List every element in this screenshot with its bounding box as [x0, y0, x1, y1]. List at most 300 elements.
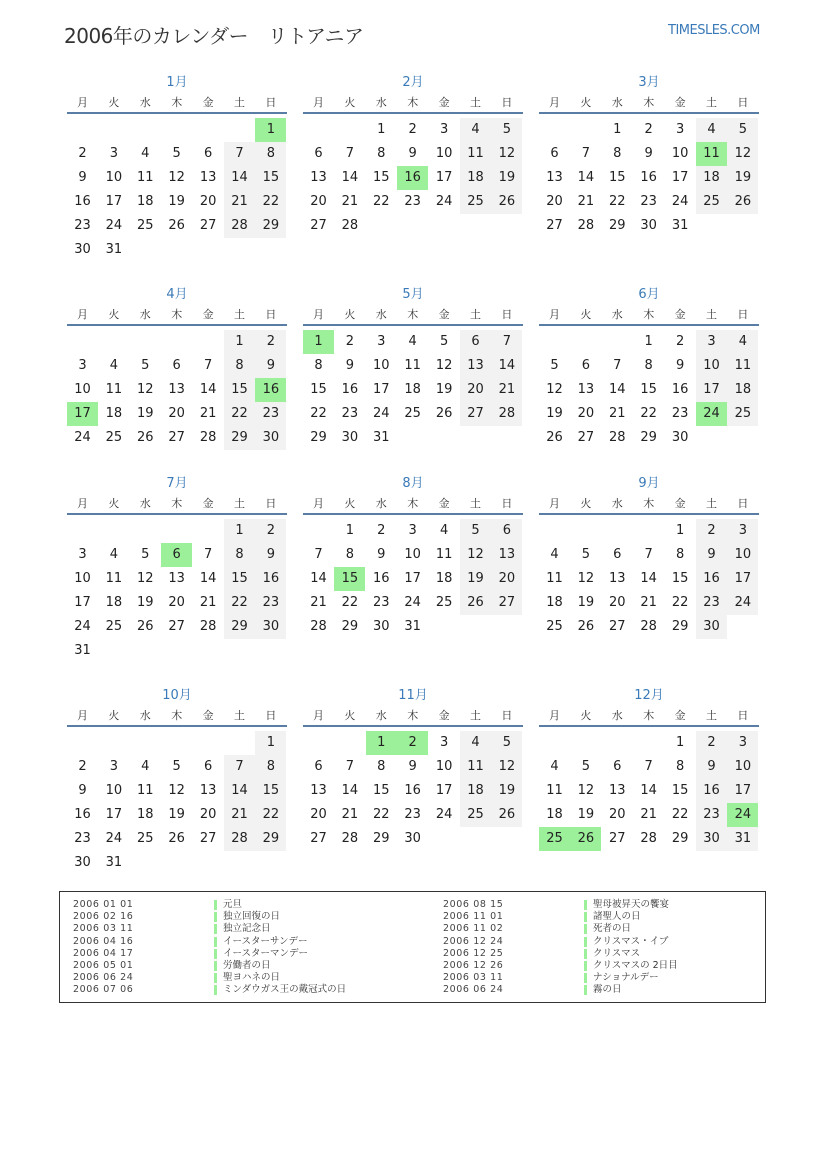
day-cell: 7: [203, 547, 213, 562]
day-cell: 3: [78, 358, 87, 373]
day-cell: 28: [640, 619, 657, 634]
month-title: 9月: [638, 476, 660, 491]
legend-date: 2006 04 16: [73, 935, 134, 947]
holiday-day-cell: 15: [334, 567, 365, 591]
weekday-header: [539, 496, 759, 512]
day-cell: 30: [74, 242, 91, 257]
weekday-label: 月: [77, 709, 88, 722]
day-cell: 9: [255, 354, 286, 378]
day-cell: 22: [671, 807, 689, 822]
legend-marker: [214, 900, 217, 910]
weekday-label: 日: [501, 709, 513, 722]
legend-date: 2006 04 17: [73, 947, 134, 959]
legend-holiday-name: 死者の日: [593, 923, 632, 935]
weekday-header: [539, 95, 759, 111]
holiday-day-cell: 24: [696, 402, 727, 426]
legend-holiday-name: 霧の日: [593, 984, 622, 996]
holiday-day-cell: 1: [303, 330, 334, 354]
weekday-label: 火: [108, 497, 120, 510]
legend-marker: [584, 961, 587, 971]
weekday-label: 金: [202, 497, 214, 510]
day-cell: 13: [491, 543, 522, 567]
weekday-label: 火: [344, 709, 356, 722]
month-title: 3月: [638, 75, 660, 90]
day-cell: 11: [404, 358, 421, 373]
weekday-label: 水: [139, 709, 151, 722]
day-cell: 6: [613, 547, 622, 562]
day-cell: 29: [255, 827, 286, 851]
day-cell: 3: [727, 731, 758, 755]
day-cell: 21: [640, 807, 657, 822]
day-cell: 16: [74, 194, 91, 209]
day-cell: 23: [255, 591, 286, 615]
day-cell: 19: [168, 194, 185, 209]
day-cell: 3: [109, 146, 119, 161]
legend-holiday-name: クリスマス: [593, 947, 641, 959]
day-cell: 27: [460, 402, 491, 426]
day-cell: 24: [105, 831, 123, 846]
holiday-day-cell: 17: [67, 402, 98, 426]
day-cell: 7: [345, 759, 355, 774]
legend-marker: [584, 912, 587, 922]
day-cell: 21: [491, 378, 522, 402]
day-cell: 27: [609, 831, 626, 846]
day-cell: 26: [727, 190, 758, 214]
day-cell: 12: [435, 358, 453, 373]
day-cell: 18: [105, 595, 123, 610]
day-cell: 23: [373, 595, 390, 610]
day-cell: 23: [640, 194, 657, 209]
holiday-day-cell: 25: [539, 827, 570, 851]
day-cell: 15: [224, 378, 255, 402]
weekday-label: 木: [407, 497, 419, 510]
day-cell: 18: [546, 807, 563, 822]
day-cell: 11: [137, 170, 154, 185]
header-rule: [67, 112, 287, 114]
day-cell: 14: [224, 779, 255, 803]
day-cell: 27: [168, 619, 185, 634]
day-cell: 12: [491, 142, 522, 166]
day-cell: 17: [404, 571, 421, 586]
day-cell: 20: [168, 595, 185, 610]
legend-marker: [214, 985, 217, 995]
weekday-label: 火: [108, 96, 120, 109]
day-cell: 31: [74, 643, 91, 658]
day-cell: 29: [310, 430, 327, 445]
day-cell: 15: [255, 166, 286, 190]
day-cell: 20: [199, 807, 217, 822]
day-cell: 27: [491, 591, 522, 615]
day-cell: 31: [105, 242, 123, 257]
day-cell: 17: [696, 378, 727, 402]
day-cell: 26: [491, 190, 522, 214]
day-cell: 4: [460, 118, 491, 142]
day-cell: 5: [581, 547, 591, 562]
header-rule: [67, 324, 287, 326]
day-cell: 18: [105, 406, 123, 421]
day-cell: 5: [727, 118, 758, 142]
day-cell: 28: [224, 827, 255, 851]
weekday-label: 月: [77, 308, 88, 321]
legend-date: 2006 06 24: [73, 972, 134, 984]
day-cell: 8: [377, 759, 386, 774]
day-cell: 30: [255, 615, 286, 639]
weekday-label: 木: [171, 308, 183, 321]
day-cell: 12: [137, 571, 154, 586]
day-cell: 14: [199, 571, 217, 586]
holiday-day-cell: 26: [570, 827, 601, 851]
weekday-label: 月: [313, 709, 324, 722]
weekday-label: 金: [674, 308, 686, 321]
weekday-label: 水: [139, 96, 151, 109]
day-cell: 13: [609, 571, 626, 586]
day-cell: 4: [141, 146, 150, 161]
day-cell: 2: [377, 523, 386, 538]
day-cell: 22: [609, 194, 626, 209]
day-cell: 15: [310, 382, 327, 397]
day-cell: 25: [460, 803, 491, 827]
weekday-label: 日: [265, 96, 277, 109]
day-cell: 5: [439, 334, 449, 349]
weekday-label: 金: [674, 709, 686, 722]
day-cell: 30: [373, 619, 390, 634]
header-rule: [539, 324, 759, 326]
day-cell: 9: [345, 358, 355, 373]
day-cell: 26: [168, 218, 185, 233]
day-cell: 12: [460, 543, 491, 567]
day-cell: 4: [109, 358, 119, 373]
day-cell: 3: [696, 330, 727, 354]
day-cell: 23: [696, 803, 727, 827]
weekday-header: [67, 496, 287, 512]
day-cell: 11: [105, 571, 123, 586]
holiday-day-cell: 16: [255, 378, 286, 402]
day-cell: 14: [341, 170, 359, 185]
weekday-label: 水: [375, 96, 387, 109]
day-cell: 14: [310, 571, 327, 586]
holiday-day-cell: 1: [366, 731, 397, 755]
day-cell: 21: [224, 190, 255, 214]
day-cell: 16: [640, 170, 657, 185]
day-cell: 3: [727, 519, 758, 543]
day-cell: 23: [74, 218, 91, 233]
day-cell: 16: [341, 382, 359, 397]
day-cell: 6: [613, 759, 622, 774]
legend-date: 2006 11 02: [443, 923, 504, 935]
weekday-label: 金: [202, 308, 214, 321]
weekday-label: 木: [643, 96, 655, 109]
weekday-label: 土: [706, 709, 717, 722]
weekday-label: 日: [501, 308, 513, 321]
day-cell: 9: [377, 547, 386, 562]
day-cell: 4: [460, 731, 491, 755]
day-cell: 27: [546, 218, 563, 233]
day-cell: 4: [550, 759, 559, 774]
day-cell: 9: [255, 543, 286, 567]
day-cell: 12: [577, 571, 595, 586]
day-cell: 29: [671, 831, 689, 846]
day-cell: 9: [408, 759, 417, 774]
day-cell: 17: [105, 194, 123, 209]
weekday-label: 火: [580, 308, 592, 321]
day-cell: 10: [105, 170, 123, 185]
weekday-header: [539, 708, 759, 724]
weekday-label: 金: [202, 709, 214, 722]
day-cell: 13: [460, 354, 491, 378]
day-cell: 9: [78, 783, 87, 798]
weekday-label: 水: [611, 308, 623, 321]
day-cell: 25: [727, 402, 758, 426]
day-cell: 9: [696, 543, 727, 567]
day-cell: 4: [439, 523, 449, 538]
day-cell: 3: [675, 122, 685, 137]
day-cell: 21: [341, 807, 359, 822]
day-cell: 6: [203, 146, 213, 161]
weekday-label: 木: [643, 497, 655, 510]
day-cell: 16: [671, 382, 689, 397]
day-cell: 13: [199, 783, 217, 798]
legend-date: 2006 08 15: [443, 899, 504, 910]
legend-date: 2006 05 01: [73, 959, 134, 971]
legend-holiday-name: 聖母被昇天の饗宴: [593, 899, 670, 910]
day-cell: 20: [609, 595, 626, 610]
holiday-day-cell: 16: [397, 166, 428, 190]
day-cell: 23: [255, 402, 286, 426]
day-cell: 28: [199, 430, 217, 445]
day-cell: 13: [310, 170, 327, 185]
weekday-label: 金: [674, 497, 686, 510]
weekday-header: [539, 307, 759, 323]
day-cell: 19: [137, 406, 154, 421]
weekday-label: 木: [643, 308, 655, 321]
header-rule: [303, 112, 523, 114]
day-cell: 8: [675, 547, 685, 562]
day-cell: 1: [613, 122, 622, 137]
day-cell: 29: [224, 615, 255, 639]
weekday-label: 火: [344, 497, 356, 510]
weekday-label: 水: [139, 497, 151, 510]
day-cell: 4: [550, 547, 559, 562]
day-cell: 22: [224, 591, 255, 615]
day-cell: 2: [408, 122, 417, 137]
legend-date: 2006 12 25: [443, 947, 504, 959]
day-cell: 18: [546, 595, 563, 610]
day-cell: 25: [105, 619, 123, 634]
day-cell: 30: [696, 827, 727, 851]
legend-marker: [584, 924, 587, 934]
day-cell: 22: [224, 402, 255, 426]
day-cell: 24: [435, 807, 453, 822]
legend-holiday-name: ミンダウガス王の戴冠式の日: [223, 984, 347, 996]
day-cell: 14: [577, 170, 595, 185]
day-cell: 27: [310, 831, 327, 846]
day-cell: 14: [224, 166, 255, 190]
day-cell: 11: [105, 382, 123, 397]
weekday-label: 土: [470, 308, 481, 321]
day-cell: 24: [727, 591, 758, 615]
day-cell: 11: [546, 571, 563, 586]
day-cell: 28: [577, 218, 595, 233]
weekday-label: 火: [344, 308, 356, 321]
page-title: 2006年のカレンダー リトアニア: [64, 24, 364, 48]
day-cell: 8: [314, 358, 323, 373]
day-cell: 10: [74, 382, 91, 397]
legend-marker: [584, 937, 587, 947]
weekday-label: 木: [407, 96, 419, 109]
day-cell: 26: [491, 803, 522, 827]
day-cell: 10: [74, 571, 91, 586]
day-cell: 18: [137, 807, 154, 822]
header-rule: [539, 725, 759, 727]
day-cell: 22: [341, 595, 359, 610]
weekday-label: 日: [501, 96, 513, 109]
day-cell: 9: [675, 358, 685, 373]
day-cell: 15: [224, 567, 255, 591]
legend-date: 2006 03 11: [73, 923, 134, 935]
day-cell: 19: [435, 382, 453, 397]
weekday-label: 水: [139, 308, 151, 321]
legend-marker: [214, 912, 217, 922]
day-cell: 23: [696, 591, 727, 615]
day-cell: 13: [168, 382, 185, 397]
weekday-label: 金: [438, 96, 450, 109]
day-cell: 19: [460, 567, 491, 591]
day-cell: 30: [255, 426, 286, 450]
day-cell: 16: [255, 567, 286, 591]
month-title: 8月: [402, 476, 424, 491]
day-cell: 26: [435, 406, 453, 421]
day-cell: 8: [613, 146, 622, 161]
day-cell: 21: [640, 595, 657, 610]
day-cell: 22: [373, 194, 390, 209]
day-cell: 3: [78, 547, 87, 562]
day-cell: 17: [74, 595, 91, 610]
day-cell: 5: [141, 547, 150, 562]
day-cell: 21: [341, 194, 359, 209]
day-cell: 8: [255, 142, 286, 166]
day-cell: 18: [460, 779, 491, 803]
day-cell: 14: [609, 382, 626, 397]
day-cell: 7: [224, 142, 255, 166]
day-cell: 15: [640, 382, 657, 397]
day-cell: 20: [199, 194, 217, 209]
day-cell: 9: [696, 755, 727, 779]
day-cell: 4: [408, 334, 417, 349]
day-cell: 5: [172, 759, 181, 774]
day-cell: 24: [373, 406, 390, 421]
legend-marker: [214, 949, 217, 959]
day-cell: 8: [377, 146, 386, 161]
day-cell: 5: [491, 118, 522, 142]
day-cell: 1: [675, 523, 685, 538]
weekday-label: 土: [234, 96, 245, 109]
day-cell: 10: [435, 759, 453, 774]
day-cell: 6: [203, 759, 213, 774]
weekday-label: 火: [580, 96, 592, 109]
day-cell: 11: [435, 547, 453, 562]
day-cell: 3: [408, 523, 417, 538]
weekday-label: 日: [265, 497, 277, 510]
day-cell: 9: [644, 146, 653, 161]
day-cell: 10: [404, 547, 421, 562]
weekday-label: 火: [580, 709, 592, 722]
holiday-day-cell: 1: [255, 118, 286, 142]
day-cell: 21: [199, 406, 217, 421]
day-cell: 23: [671, 406, 689, 421]
day-cell: 21: [199, 595, 217, 610]
weekday-header: [67, 307, 287, 323]
day-cell: 6: [460, 330, 491, 354]
day-cell: 18: [696, 166, 727, 190]
day-cell: 18: [435, 571, 453, 586]
day-cell: 20: [546, 194, 563, 209]
day-cell: 29: [640, 430, 657, 445]
day-cell: 11: [460, 142, 491, 166]
day-cell: 26: [577, 619, 595, 634]
day-cell: 22: [640, 406, 657, 421]
day-cell: 13: [577, 382, 595, 397]
legend-marker: [584, 949, 587, 959]
day-cell: 31: [404, 619, 421, 634]
day-cell: 5: [460, 519, 491, 543]
day-cell: 30: [696, 615, 727, 639]
day-cell: 17: [105, 807, 123, 822]
weekday-label: 木: [171, 96, 183, 109]
weekday-header: [303, 708, 523, 724]
day-cell: 20: [577, 406, 595, 421]
month-title: 7月: [166, 476, 188, 491]
weekday-label: 火: [108, 709, 120, 722]
day-cell: 7: [644, 547, 653, 562]
day-cell: 1: [644, 334, 653, 349]
day-cell: 25: [404, 406, 421, 421]
legend-marker: [214, 961, 217, 971]
weekday-label: 木: [171, 497, 183, 510]
legend-holiday-name: イースターサンデー: [223, 935, 308, 947]
day-cell: 12: [577, 783, 595, 798]
month-title: 2月: [402, 75, 424, 90]
day-cell: 2: [696, 731, 727, 755]
brand-logo[interactable]: TIMESLES.COM: [668, 23, 760, 38]
day-cell: 16: [696, 567, 727, 591]
day-cell: 1: [675, 735, 685, 750]
day-cell: 8: [675, 759, 685, 774]
day-cell: 28: [341, 218, 359, 233]
day-cell: 28: [310, 619, 327, 634]
day-cell: 15: [671, 571, 689, 586]
day-cell: 25: [546, 619, 563, 634]
day-cell: 19: [491, 166, 522, 190]
day-cell: 1: [224, 330, 255, 354]
day-cell: 2: [644, 122, 653, 137]
weekday-label: 木: [643, 709, 655, 722]
day-cell: 9: [78, 170, 87, 185]
day-cell: 28: [341, 831, 359, 846]
day-cell: 18: [137, 194, 154, 209]
header-rule: [539, 513, 759, 515]
day-cell: 12: [168, 170, 185, 185]
day-cell: 26: [460, 591, 491, 615]
day-cell: 3: [377, 334, 386, 349]
day-cell: 21: [609, 406, 626, 421]
legend-holiday-name: クリスマス・イブ: [593, 935, 669, 947]
weekday-label: 火: [580, 497, 592, 510]
day-cell: 11: [546, 783, 563, 798]
weekday-label: 日: [737, 497, 749, 510]
weekday-header: [303, 307, 523, 323]
day-cell: 17: [435, 170, 453, 185]
day-cell: 13: [609, 783, 626, 798]
